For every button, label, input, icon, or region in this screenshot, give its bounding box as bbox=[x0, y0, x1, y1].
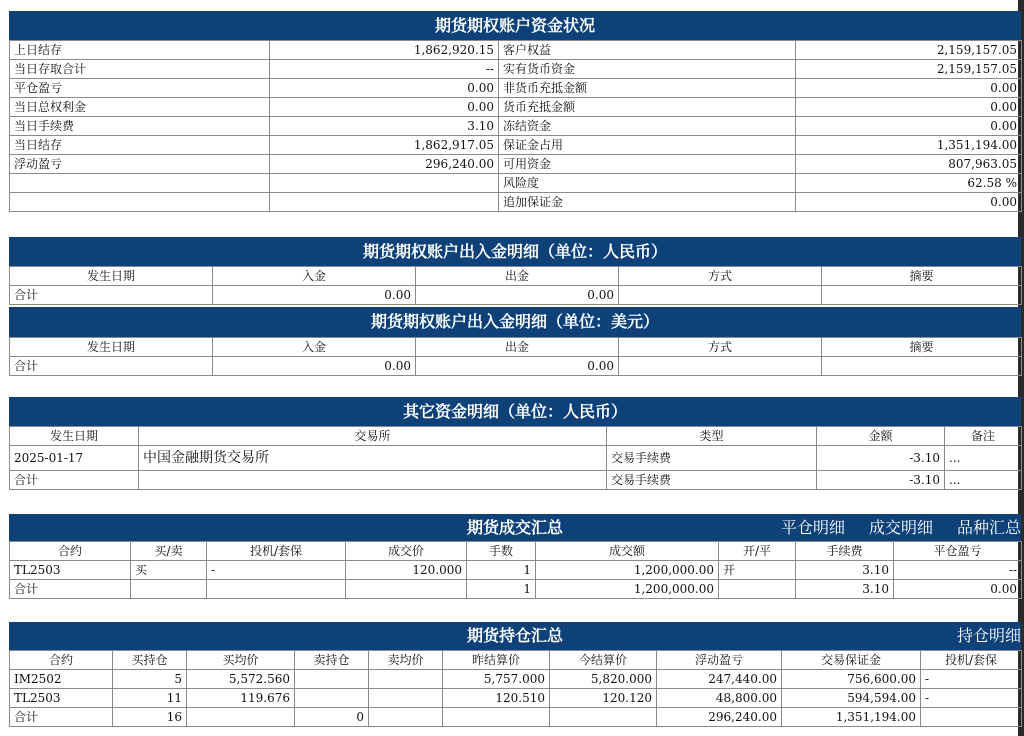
trades-table bbox=[9, 541, 1022, 599]
account-status-title: 期货期权账户资金状况 bbox=[9, 11, 1021, 40]
trade-cell: 0.00 bbox=[894, 580, 1022, 599]
close-detail-link[interactable]: 平仓明细 bbox=[780, 518, 845, 537]
position-cell bbox=[369, 670, 443, 689]
position-cell: 5,820.000 bbox=[550, 670, 657, 689]
other-funds-table bbox=[9, 426, 1022, 490]
positions-section bbox=[9, 622, 1021, 727]
position-cell: 11 bbox=[113, 689, 187, 708]
total-label: 合计 bbox=[10, 286, 213, 305]
value-cell: 1,351,194.00 bbox=[796, 136, 1022, 155]
label-cell: 当日结存 bbox=[10, 136, 270, 155]
exchange-cell bbox=[139, 471, 607, 490]
deposit-total: 0.00 bbox=[213, 357, 416, 376]
value-cell: 296,240.00 bbox=[270, 155, 499, 174]
trades-header-row bbox=[10, 542, 1022, 561]
label-cell: 当日总权利金 bbox=[10, 98, 270, 117]
trade-cell: 1,200,000.00 bbox=[536, 580, 719, 599]
table-row bbox=[10, 580, 1022, 599]
label-cell: 冻结资金 bbox=[499, 117, 796, 136]
trades-title-bar bbox=[9, 514, 1021, 541]
position-cell bbox=[295, 689, 369, 708]
value-cell: -- bbox=[270, 60, 499, 79]
position-cell: 247,440.00 bbox=[657, 670, 782, 689]
label-cell: 平仓盈亏 bbox=[10, 79, 270, 98]
position-cell bbox=[550, 708, 657, 727]
col-header: 成交额 bbox=[536, 542, 719, 561]
trade-cell: 120.000 bbox=[346, 561, 467, 580]
value-cell: 807,963.05 bbox=[796, 155, 1022, 174]
position-cell bbox=[187, 708, 295, 727]
col-header: 手数 bbox=[467, 542, 536, 561]
col-header: 买均价 bbox=[187, 651, 295, 670]
summary-cell bbox=[822, 357, 1022, 376]
cny-flow-section bbox=[9, 237, 1021, 305]
position-cell: 5 bbox=[113, 670, 187, 689]
label-cell: 当日手续费 bbox=[10, 117, 270, 136]
note-cell: ... bbox=[945, 446, 1022, 471]
position-cell bbox=[295, 670, 369, 689]
col-header: 出金 bbox=[416, 267, 619, 286]
col-header: 发生日期 bbox=[10, 427, 139, 446]
col-header: 摘要 bbox=[822, 338, 1022, 357]
table-row bbox=[10, 670, 1022, 689]
usd-flow-section bbox=[9, 307, 1021, 376]
position-cell: TL2503 bbox=[10, 689, 113, 708]
method-cell bbox=[619, 286, 822, 305]
position-cell: 1,351,194.00 bbox=[782, 708, 921, 727]
trade-cell: -- bbox=[894, 561, 1022, 580]
type-cell: 交易手续费 bbox=[607, 446, 817, 471]
trades-title: 期货成交汇总 bbox=[466, 518, 563, 537]
label-cell: 风险度 bbox=[499, 174, 796, 193]
value-cell: 3.10 bbox=[270, 117, 499, 136]
type-cell: 交易手续费 bbox=[607, 471, 817, 490]
cny-flow-title: 期货期权账户出入金明细（单位：人民币） bbox=[9, 237, 1021, 266]
label-cell bbox=[10, 174, 270, 193]
table-row bbox=[10, 193, 1022, 212]
col-header: 方式 bbox=[619, 267, 822, 286]
table-row bbox=[10, 98, 1022, 117]
label-cell: 追加保证金 bbox=[499, 193, 796, 212]
label-cell: 当日存取合计 bbox=[10, 60, 270, 79]
col-header: 买/卖 bbox=[131, 542, 207, 561]
cny-flow-header-row bbox=[10, 267, 1022, 286]
trade-cell: 1,200,000.00 bbox=[536, 561, 719, 580]
position-cell: 合计 bbox=[10, 708, 113, 727]
position-cell: IM2502 bbox=[10, 670, 113, 689]
trade-cell: 开 bbox=[719, 561, 796, 580]
position-cell: 756,600.00 bbox=[782, 670, 921, 689]
position-cell: 120.510 bbox=[443, 689, 550, 708]
usd-flow-total-row bbox=[10, 357, 1022, 376]
col-header: 类型 bbox=[607, 427, 817, 446]
trade-cell: 3.10 bbox=[796, 580, 894, 599]
col-header: 平仓盈亏 bbox=[894, 542, 1022, 561]
value-cell: 0.00 bbox=[270, 98, 499, 117]
method-cell bbox=[619, 357, 822, 376]
other-funds-title: 其它资金明细（单位：人民币） bbox=[9, 397, 1021, 426]
table-row bbox=[10, 136, 1022, 155]
label-cell: 保证金占用 bbox=[499, 136, 796, 155]
other-funds-section bbox=[9, 397, 1021, 490]
col-header: 摘要 bbox=[822, 267, 1022, 286]
exchange-cell: 中国金融期货交易所 bbox=[139, 446, 607, 471]
account-status-section bbox=[9, 11, 1021, 212]
table-row bbox=[10, 708, 1022, 727]
amount-cell: -3.10 bbox=[817, 446, 945, 471]
trade-cell: 1 bbox=[467, 561, 536, 580]
label-cell: 客户权益 bbox=[499, 41, 796, 60]
product-summary-link[interactable]: 品种汇总 bbox=[956, 518, 1021, 537]
col-header: 入金 bbox=[213, 338, 416, 357]
col-header: 交易所 bbox=[139, 427, 607, 446]
value-cell: 0.00 bbox=[796, 98, 1022, 117]
col-header: 昨结算价 bbox=[443, 651, 550, 670]
col-header: 投机/套保 bbox=[921, 651, 1022, 670]
trade-cell: 买 bbox=[131, 561, 207, 580]
label-cell: 货币充抵金额 bbox=[499, 98, 796, 117]
value-cell: 2,159,157.05 bbox=[796, 60, 1022, 79]
value-cell: 62.58 % bbox=[796, 174, 1022, 193]
total-label: 合计 bbox=[10, 357, 213, 376]
table-row bbox=[10, 41, 1022, 60]
value-cell: 0.00 bbox=[796, 193, 1022, 212]
table-row bbox=[10, 689, 1022, 708]
value-cell bbox=[270, 193, 499, 212]
trade-cell: TL2503 bbox=[10, 561, 131, 580]
label-cell: 上日结存 bbox=[10, 41, 270, 60]
date-cell: 2025-01-17 bbox=[10, 446, 139, 471]
col-header: 开/平 bbox=[719, 542, 796, 561]
position-cell: - bbox=[921, 689, 1022, 708]
position-cell: 5,572.560 bbox=[187, 670, 295, 689]
col-header: 备注 bbox=[945, 427, 1022, 446]
position-cell: 5,757.000 bbox=[443, 670, 550, 689]
account-status-table bbox=[9, 40, 1022, 212]
col-header: 手续费 bbox=[796, 542, 894, 561]
col-header: 成交价 bbox=[346, 542, 467, 561]
col-header: 卖均价 bbox=[369, 651, 443, 670]
usd-flow-title: 期货期权账户出入金明细（单位：美元） bbox=[9, 307, 1021, 337]
trade-cell bbox=[719, 580, 796, 599]
position-cell bbox=[921, 708, 1022, 727]
position-cell: 120.120 bbox=[550, 689, 657, 708]
value-cell: 0.00 bbox=[796, 117, 1022, 136]
value-cell: 1,862,917.05 bbox=[270, 136, 499, 155]
table-row bbox=[10, 446, 1022, 471]
position-cell bbox=[443, 708, 550, 727]
trade-cell: 合计 bbox=[10, 580, 131, 599]
col-header: 合约 bbox=[10, 542, 131, 561]
total-label: 合计 bbox=[10, 471, 139, 490]
position-cell: 296,240.00 bbox=[657, 708, 782, 727]
col-header: 方式 bbox=[619, 338, 822, 357]
usd-flow-table bbox=[9, 337, 1022, 376]
trades-links bbox=[757, 514, 1021, 541]
col-header: 投机/套保 bbox=[207, 542, 346, 561]
value-cell bbox=[270, 174, 499, 193]
trade-cell: - bbox=[207, 561, 346, 580]
col-header: 发生日期 bbox=[10, 267, 213, 286]
value-cell: 1,862,920.15 bbox=[270, 41, 499, 60]
position-cell: 16 bbox=[113, 708, 187, 727]
col-header: 合约 bbox=[10, 651, 113, 670]
value-cell: 2,159,157.05 bbox=[796, 41, 1022, 60]
usd-flow-header-row bbox=[10, 338, 1022, 357]
col-header: 买持仓 bbox=[113, 651, 187, 670]
withdraw-total: 0.00 bbox=[416, 286, 619, 305]
position-cell: - bbox=[921, 670, 1022, 689]
position-cell bbox=[369, 708, 443, 727]
col-header: 金额 bbox=[817, 427, 945, 446]
label-cell: 可用资金 bbox=[499, 155, 796, 174]
table-row bbox=[10, 155, 1022, 174]
value-cell: 0.00 bbox=[270, 79, 499, 98]
other-funds-header-row bbox=[10, 427, 1022, 446]
trade-cell: 1 bbox=[467, 580, 536, 599]
trade-cell bbox=[346, 580, 467, 599]
label-cell bbox=[10, 193, 270, 212]
col-header: 卖持仓 bbox=[295, 651, 369, 670]
note-cell: ... bbox=[945, 471, 1022, 490]
position-detail-link[interactable]: 持仓明细 bbox=[956, 626, 1021, 645]
position-cell: 48,800.00 bbox=[657, 689, 782, 708]
value-cell: 0.00 bbox=[796, 79, 1022, 98]
table-row bbox=[10, 117, 1022, 136]
table-row bbox=[10, 60, 1022, 79]
col-header: 发生日期 bbox=[10, 338, 213, 357]
label-cell: 实有货币资金 bbox=[499, 60, 796, 79]
trade-cell bbox=[131, 580, 207, 599]
col-header: 出金 bbox=[416, 338, 619, 357]
withdraw-total: 0.00 bbox=[416, 357, 619, 376]
table-row bbox=[10, 174, 1022, 193]
amount-cell: -3.10 bbox=[817, 471, 945, 490]
trades-section bbox=[9, 514, 1021, 599]
table-row bbox=[10, 79, 1022, 98]
trade-cell: 3.10 bbox=[796, 561, 894, 580]
table-row bbox=[10, 561, 1022, 580]
label-cell: 非货币充抵金额 bbox=[499, 79, 796, 98]
deposit-total: 0.00 bbox=[213, 286, 416, 305]
trade-detail-link[interactable]: 成交明细 bbox=[868, 518, 933, 537]
positions-header-row bbox=[10, 651, 1022, 670]
positions-title: 期货持仓汇总 bbox=[466, 626, 563, 645]
col-header: 浮动盈亏 bbox=[657, 651, 782, 670]
positions-table bbox=[9, 650, 1022, 727]
cny-flow-total-row bbox=[10, 286, 1022, 305]
position-cell: 119.676 bbox=[187, 689, 295, 708]
cny-flow-table bbox=[9, 266, 1022, 305]
table-row bbox=[10, 471, 1022, 490]
col-header: 入金 bbox=[213, 267, 416, 286]
positions-title-bar bbox=[9, 622, 1021, 650]
col-header: 今结算价 bbox=[550, 651, 657, 670]
summary-cell bbox=[822, 286, 1022, 305]
trade-cell bbox=[207, 580, 346, 599]
position-cell bbox=[369, 689, 443, 708]
label-cell: 浮动盈亏 bbox=[10, 155, 270, 174]
position-cell: 594,594.00 bbox=[782, 689, 921, 708]
col-header: 交易保证金 bbox=[782, 651, 921, 670]
positions-links bbox=[933, 622, 1021, 650]
position-cell: 0 bbox=[295, 708, 369, 727]
